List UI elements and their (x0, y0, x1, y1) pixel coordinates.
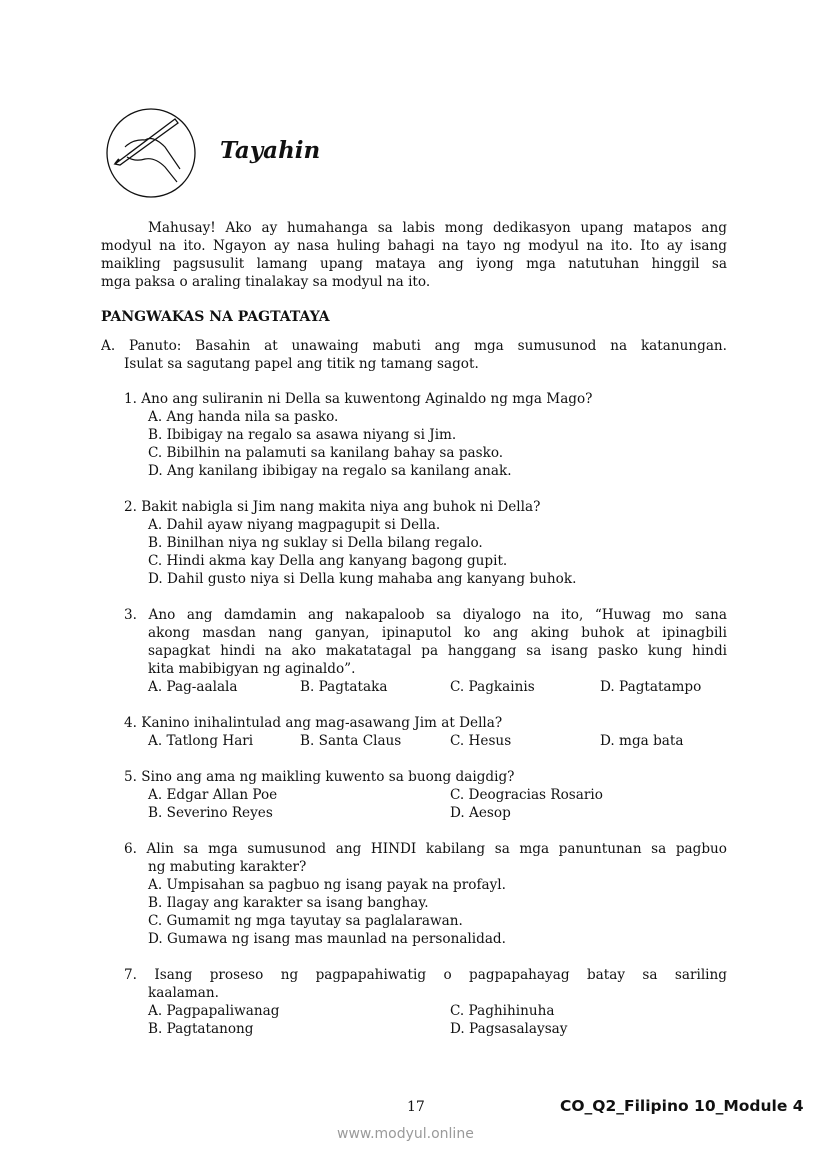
question-7: 7. Isang proseso ng pagpapahiwatig o pagpapahayag batay sa sariling (124, 967, 727, 983)
question-1: 1. Ano ang suliranin ni Della sa kuwentong Aginaldo ng mga Mago? (124, 391, 593, 407)
question-2: 2. Bakit nabigla si Jim nang makita niya ang buhok ni Della? (124, 499, 541, 515)
page-number: 17 (407, 1099, 425, 1115)
module-code: CO_Q2_Filipino 10_Module 4 (560, 1097, 804, 1115)
intro-line: mga paksa o araling tinalakay sa modyul na ito. (101, 274, 431, 290)
choice-b: B. Ilagay ang karakter sa isang banghay. (148, 895, 429, 911)
choice-a: A. Edgar Allan Poe (148, 787, 278, 803)
choice-c: C. Deogracias Rosario (450, 787, 603, 803)
choice-d: D. Pagtatampo (600, 679, 702, 695)
instruction-line: Isulat sa sagutang papel ang titik ng tamang sagot. (124, 356, 479, 372)
intro-line: modyul na ito. Ngayon ay nasa huling bahagi na tayo ng modyul na ito. Ito ay isang (101, 238, 727, 254)
choice-a: A. Ang handa nila sa pasko. (148, 409, 339, 425)
intro-line: Mahusay! Ako ay humahanga sa labis mong dedikasyon upang matapos ang (148, 220, 727, 236)
choice-c: C. Bibilhin na palamuti sa kanilang bahay sa pasko. (148, 445, 504, 461)
choice-d: D. Pagsasalaysay (450, 1021, 568, 1037)
section-heading: PANGWAKAS NA PAGTATAYA (101, 309, 330, 325)
section-title: Tayahin (220, 137, 321, 164)
choice-b: B. Binilhan niya ng suklay si Della bilang regalo. (148, 535, 483, 551)
choice-c: C. Pagkainis (450, 679, 535, 695)
choice-a: A. Dahil ayaw niyang magpagupit si Della. (148, 517, 441, 533)
writing-hand-icon (105, 107, 197, 199)
choice-c: C. Gumamit ng mga tayutay sa paglalarawan. (148, 913, 463, 929)
instruction-line: A. Panuto: Basahin at unawaing mabuti ang mga sumusunod na katanungan. (101, 338, 727, 354)
question-5: 5. Sino ang ama ng maikling kuwento sa buong daigdig? (124, 769, 515, 785)
choice-a: A. Umpisahan sa pagbuo ng isang payak na profayl. (148, 877, 506, 893)
question-4: 4. Kanino inihalintulad ang mag-asawang Jim at Della? (124, 715, 503, 731)
choice-a: A. Pagpapaliwanag (148, 1003, 280, 1019)
choice-b: B. Santa Claus (300, 733, 402, 749)
choice-b: B. Pagtataka (300, 679, 388, 695)
question-7-line: kaalaman. (148, 985, 219, 1001)
choice-a: A. Pag-aalala (148, 679, 238, 695)
question-6: 6. Alin sa mga sumusunod ang HINDI kabilang sa mga panuntunan sa pagbuo (124, 841, 727, 857)
choice-b: B. Severino Reyes (148, 805, 273, 821)
intro-line: maikling pagsusulit lamang upang mataya ang iyong mga natutuhan hinggil sa (101, 256, 727, 272)
choice-d: D. Gumawa ng isang mas maunlad na personalidad. (148, 931, 506, 947)
choice-b: B. Pagtatanong (148, 1021, 254, 1037)
choice-c: C. Hesus (450, 733, 512, 749)
choice-d: D. mga bata (600, 733, 684, 749)
watermark: www.modyul.online (337, 1126, 474, 1142)
choice-d: D. Ang kanilang ibibigay na regalo sa kanilang anak. (148, 463, 512, 479)
question-3-line: akong masdan nang ganyan, ipinaputol ko ang aking buhok at ipinagbili (148, 625, 727, 641)
question-3: 3. Ano ang damdamin ang nakapaloob sa diyalogo na ito, “Huwag mo sana (124, 607, 727, 623)
choice-d: D. Aesop (450, 805, 511, 821)
question-3-line: sapagkat hindi na ako makatatagal pa hanggang sa isang pasko kung hindi (148, 643, 727, 659)
choice-c: C. Paghihinuha (450, 1003, 555, 1019)
question-6-line: ng mabuting karakter? (148, 859, 307, 875)
choice-a: A. Tatlong Hari (148, 733, 254, 749)
question-3-line: kita mabibigyan ng aginaldo”. (148, 661, 356, 677)
choice-c: C. Hindi akma kay Della ang kanyang bagong gupit. (148, 553, 508, 569)
choice-d: D. Dahil gusto niya si Della kung mahaba ang kanyang buhok. (148, 571, 577, 587)
choice-b: B. Ibibigay na regalo sa asawa niyang si Jim. (148, 427, 457, 443)
